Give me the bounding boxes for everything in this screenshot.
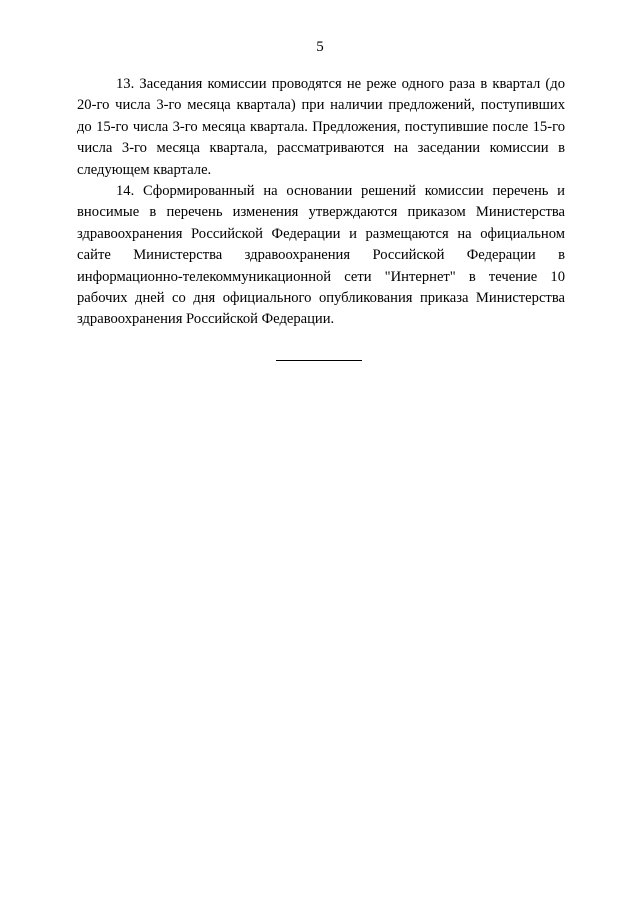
document-body <box>77 74 565 331</box>
end-separator-line <box>276 360 362 361</box>
page-number: 5 <box>316 39 324 55</box>
paragraph-14: 14. Сформированный на основании решений комиссии перечень и вносимые в перечень изменения утверждаются приказом Министерства здравоохранения Российской Федерации и размещаются на официальном сайте Министерства здравоохранения Российской Федерации в информационно-телекоммуникационной сети "Интернет" в течение 10 рабочих дней со дня официального опубликования приказа Министерства здравоохранения Российской Федерации. <box>77 183 565 328</box>
paragraph-13: 13. Заседания комиссии проводятся не реже одного раза в квартал (до 20-го числа 3-го месяца квартала) при наличии предложений, поступивших до 15-го числа 3-го месяца квартала. Предложения, поступившие после 15-го числа 3-го месяца квартала, рассматриваются на заседании комиссии в следующем квартале. <box>77 76 565 178</box>
